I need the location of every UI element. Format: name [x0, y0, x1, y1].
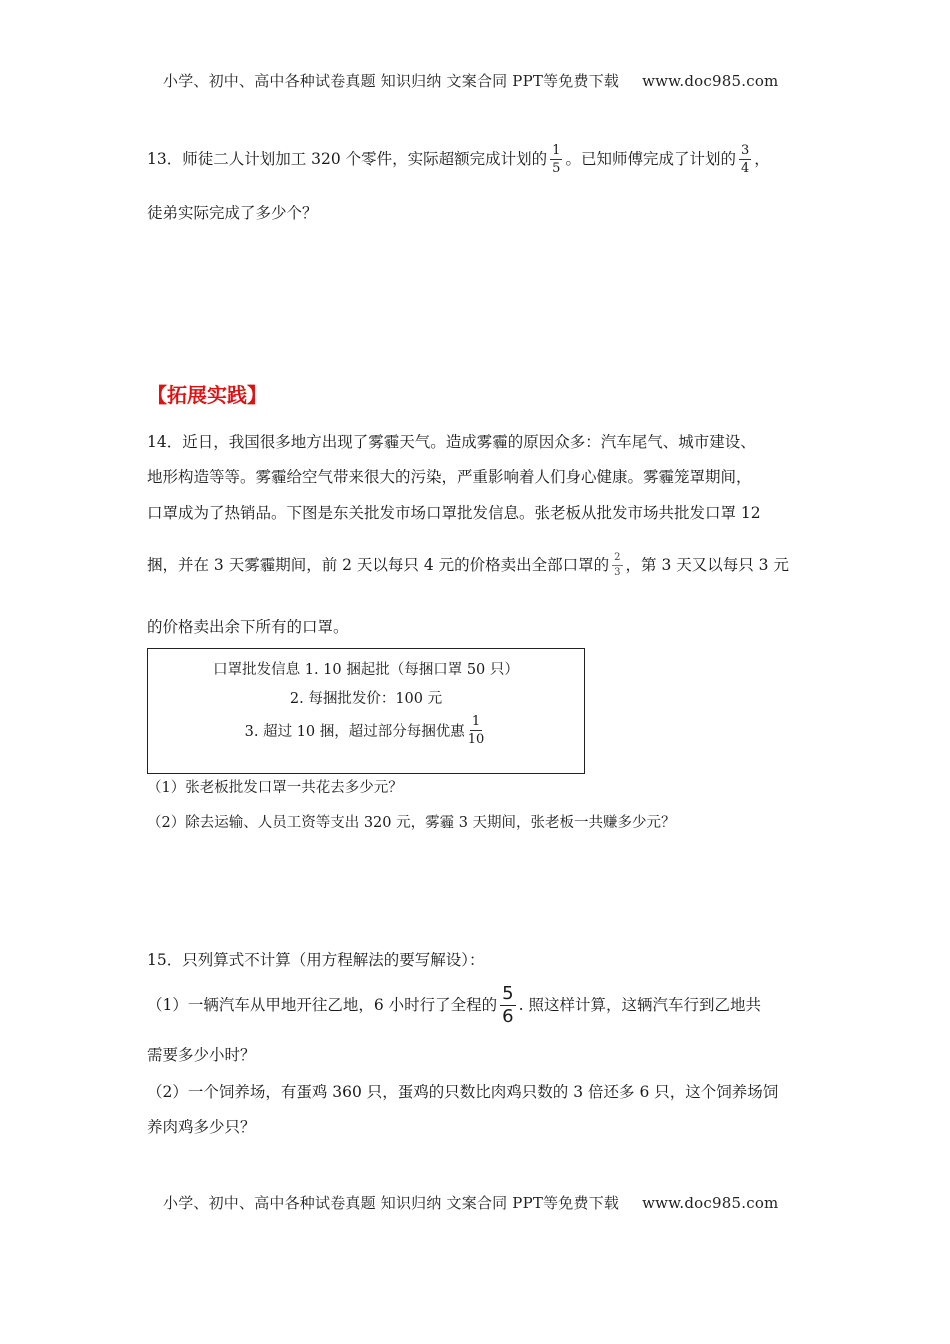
box-line2: 2. 每捆批发价：100 元	[289, 691, 443, 707]
q14-line5: 的价格卖出余下所有的口罩。	[147, 618, 349, 636]
page-header	[163, 70, 778, 91]
q14-sub1: （1）张老板批发口罩一共花去多少元？	[147, 780, 403, 796]
header-url[interactable]: www.doc985.com	[642, 72, 779, 90]
box-line3: 3. 超过 10 捆，超过部分每捆优惠 $\frac{1}{10}$	[244, 714, 485, 747]
page-footer	[163, 1192, 778, 1213]
q13-line2: 徒弟实际完成了多少个？	[147, 204, 318, 222]
fraction-1-10: $\frac{1}{10}$	[467, 714, 485, 747]
box-line1: 口罩批发信息 1. 10 捆起批（每捆口罩 50 只）	[213, 662, 519, 678]
fraction-1-5: $\frac{1}{5}$	[552, 143, 561, 176]
q15-sub1: （1）一辆汽车从甲地开往乙地，6 小时行了全程的 $\frac{5}{6}$ . 照这样计算，这辆汽车行到乙地共	[147, 983, 761, 1027]
footer-text: 小学、初中、高中各种试卷真题 知识归纳 文案合同 PPT等免费下载	[163, 1194, 620, 1212]
footer-url[interactable]: www.doc985.com	[642, 1194, 779, 1212]
wholesale-info-box	[147, 648, 585, 774]
q15-title: 15．只列算式不计算（用方程解法的要写解设）：	[147, 951, 485, 969]
q14-line3: 口罩成为了热销品。下图是东关批发市场口罩批发信息。张老板从批发市场共批发口罩 12	[147, 504, 761, 522]
q15-sub1-cont: 需要多少小时？	[147, 1046, 256, 1064]
q15-sub2-line2: 养肉鸡多少只？	[147, 1118, 256, 1136]
q14-line4: 捆，并在 3 天雾霾期间，前 2 天以每只 4 元的价格卖出全部口罩的 $\frac{2}{3}$ ，第 3 天又以每只 3 元	[147, 552, 789, 578]
q14-line2: 地形构造等等。雾霾给空气带来很大的污染，严重影响着人们身心健康。雾霾笼罩期间，	[147, 468, 752, 486]
q14-line1: 14．近日，我国很多地方出现了雾霾天气。造成雾霾的原因众多：汽车尾气、城市建设、	[147, 433, 756, 451]
q14-sub2: （2）除去运输、人员工资等支出 320 元，雾霾 3 天期间，张老板一共赚多少元？	[147, 815, 676, 831]
header-text: 小学、初中、高中各种试卷真题 知识归纳 文案合同 PPT等免费下载	[163, 72, 620, 90]
section-title: 【拓展实践】	[147, 383, 267, 407]
fraction-5-6: $\frac{5}{6}$	[502, 983, 514, 1027]
fraction-3-4: $\frac{3}{4}$	[740, 143, 750, 176]
q13-line1: 13．师徒二人计划加工 320 个零件，实际超额完成计划的 $\frac{1}{5}$ 。已知师傅完成了计划的 $\frac{3}{4}$ ，	[147, 143, 770, 176]
q15-sub2-line1: （2）一个饲养场，有蛋鸡 360 只，蛋鸡的只数比肉鸡只数的 3 倍还多 6 只，这个饲养场饲	[147, 1083, 779, 1101]
fraction-2-3: $\frac{2}{3}$	[614, 552, 621, 578]
